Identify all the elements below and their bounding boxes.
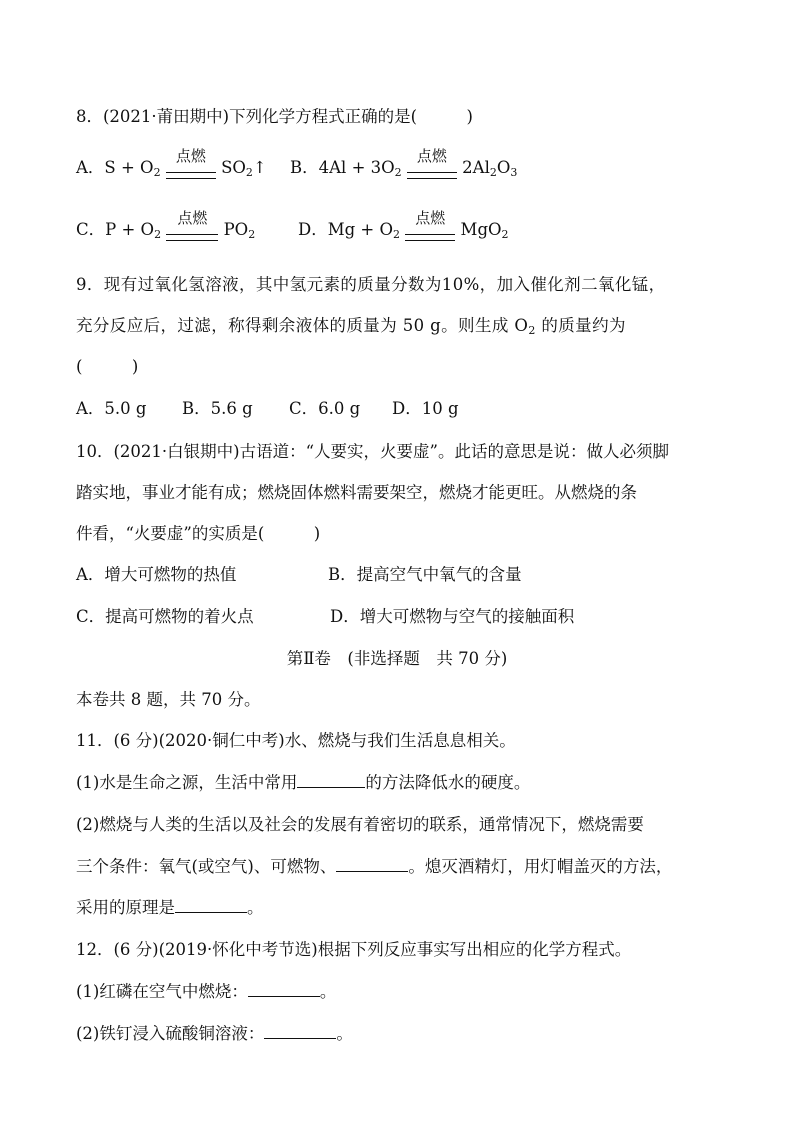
q9-option-a[interactable]: A．5.0 g bbox=[76, 399, 147, 418]
q11-part2-line1: (2)燃烧与人类的生活以及社会的发展有着密切的联系，通常情况下，燃烧需要 bbox=[76, 815, 644, 834]
answer-blank[interactable] bbox=[297, 773, 365, 788]
section-intro: 本卷共 8 题，共 70 分。 bbox=[76, 690, 261, 709]
q9-line1: 9．现有过氧化氢溶液，其中氢元素的质量分数为10%，加入催化剂二氧化锰， bbox=[76, 275, 666, 294]
answer-blank[interactable] bbox=[248, 982, 320, 997]
q8-option-d[interactable]: D．$Mg + O_2$ 点燃 MgO$_2$ bbox=[298, 209, 509, 241]
q10-option-b[interactable]: B．提高空气中氧气的含量 bbox=[328, 565, 522, 584]
q12-part1: (1)红磷在空气中燃烧： 。 bbox=[76, 982, 337, 1001]
q10-line1: 10．(2021·白银期中)古语道：“人要实，火要虚”。此话的意思是说：做人必须脚 bbox=[76, 442, 669, 461]
q11-part2-line3: 采用的原理是 。 bbox=[76, 898, 264, 917]
q12-stem: 12．(6 分)(2019·怀化中考节选)根据下列反应事实写出相应的化学方程式。 bbox=[76, 940, 632, 959]
q10-option-c[interactable]: C．提高可燃物的着火点 bbox=[76, 607, 254, 626]
reaction-arrow: 点燃 bbox=[407, 162, 457, 179]
q10-line3: 件看，“火要虚”的实质是( ) bbox=[76, 524, 321, 543]
reaction-arrow: 点燃 bbox=[405, 224, 455, 241]
q9-line2: 充分反应后，过滤，称得剩余液体的质量为 50 g。则生成 $O_2$ 的质量约为 bbox=[76, 316, 626, 337]
q10-option-d[interactable]: D．增大可燃物与空气的接触面积 bbox=[330, 607, 575, 626]
q8-stem: 8．(2021·莆田期中)下列化学方程式正确的是( ) bbox=[76, 107, 473, 126]
q9-answer-parens: ( ) bbox=[76, 357, 139, 376]
q9-option-b[interactable]: B．5.6 g bbox=[182, 399, 253, 418]
answer-blank[interactable] bbox=[264, 1024, 336, 1039]
q10-line2: 踏实地，事业才能有成；燃烧固体燃料需要架空，燃烧才能更旺。从燃烧的条 bbox=[76, 483, 637, 502]
q9-option-d[interactable]: D．10 g bbox=[392, 399, 459, 418]
answer-blank[interactable] bbox=[175, 898, 247, 913]
q9-option-c[interactable]: C．6.0 g bbox=[289, 399, 361, 418]
section-title: 第Ⅱ卷 (非选择题 共 70 分) bbox=[286, 649, 508, 668]
q11-stem: 11．(6 分)(2020·铜仁中考)水、燃烧与我们生活息息相关。 bbox=[76, 731, 516, 750]
reaction-arrow: 点燃 bbox=[166, 162, 216, 179]
q8-option-a[interactable]: A．$S + O_2$ 点燃 $SO_2↑$ bbox=[76, 147, 267, 179]
answer-blank[interactable] bbox=[336, 857, 408, 872]
q10-option-a[interactable]: A．增大可燃物的热值 bbox=[76, 565, 237, 584]
q8-option-b[interactable]: B．$4Al + 3O_2$ 点燃 $2Al_2O_3$ bbox=[290, 147, 518, 179]
q8-option-c[interactable]: C．$P + O_2$ 点燃 $PO_2$ bbox=[76, 209, 256, 241]
q11-part2-line2: 三个条件：氧气(或空气)、可燃物、 。熄灭酒精灯，用灯帽盖灭的方法， bbox=[76, 857, 673, 876]
q12-part2: (2)铁钉浸入硫酸铜溶液： 。 bbox=[76, 1024, 353, 1043]
q11-part1: (1)水是生命之源，生活中常用 的方法降低水的硬度。 bbox=[76, 773, 531, 792]
reaction-arrow: 点燃 bbox=[166, 224, 218, 241]
